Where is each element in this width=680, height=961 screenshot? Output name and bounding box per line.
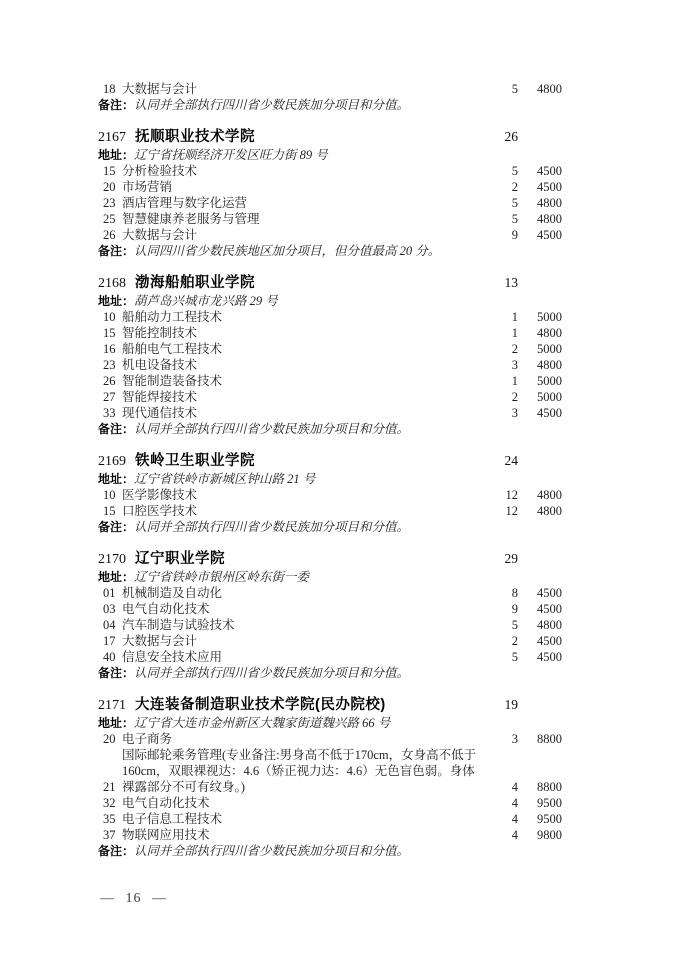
college-code: 2170 [98,552,126,567]
note-line [98,421,562,437]
major-tuition-fee: 4800 [537,618,562,632]
major-number: 27 [103,390,116,404]
note-label: 备注： [98,98,135,112]
major-row [98,633,562,649]
major-plan-count: 2 [511,342,518,356]
major-name: 大数据与会计 [122,82,198,96]
major-plan-count: 3 [511,406,518,420]
major-tuition-fee: 8800 [537,732,562,746]
major-number: 40 [103,650,116,664]
college-name: 大连装备制造职业技术学院(民办院校) [135,697,386,713]
major-plan-count: 4 [511,780,518,794]
major-row [98,211,562,227]
address-line [98,471,562,487]
major-row [98,747,562,795]
major-row [98,617,562,633]
major-tuition-fee: 4500 [537,164,562,178]
college-code: 2171 [98,698,126,713]
major-plan-count: 5 [511,196,518,210]
major-tuition-fee: 9800 [537,828,562,842]
college-name: 抚顺职业技术学院 [135,129,255,145]
note-label: 备注： [98,422,135,436]
major-name: 船舶动力工程技术 [122,310,223,324]
college-section [98,549,562,681]
major-name: 国际邮轮乘务管理(专业备注:男身高不低于170cm，女身高不低于160cm，双眼裸视达：4.6（矫正视力达：4.6）无色盲色弱。身体裸露部分不可有纹身。) [122,748,477,794]
major-row [98,649,562,665]
college-section [98,273,562,437]
major-plan-count: 9 [511,602,518,616]
major-number: 37 [103,828,116,842]
major-plan-count: 5 [511,212,518,226]
major-plan-count: 5 [511,164,518,178]
major-name: 大数据与会计 [122,228,198,242]
college-section [98,81,562,113]
major-row [98,163,562,179]
major-row [98,827,562,843]
major-plan-count: 9 [511,228,518,242]
major-name: 分析检验技术 [122,164,198,178]
major-plan-count: 12 [505,504,518,518]
major-tuition-fee: 4800 [537,82,562,96]
address-text: 辽宁省大连市金州新区大魏家街道魏兴路 66 号 [134,716,391,730]
major-tuition-fee: 4800 [537,504,562,518]
major-tuition-fee: 5000 [537,310,562,324]
major-name: 物联网应用技术 [122,828,210,842]
note-text: 认同并全部执行四川省少数民族加分项目和分值。 [134,666,410,680]
major-row [98,341,562,357]
major-tuition-fee: 9500 [537,796,562,810]
major-number: 15 [103,326,116,340]
major-number: 04 [103,618,116,632]
major-row [98,731,562,747]
major-tuition-fee: 4500 [537,602,562,616]
note-text: 认同四川省少数民族地区加分项目，但分值最高 20 分。 [134,244,441,258]
address-text: 葫芦岛兴城市龙兴路 29 号 [134,294,278,308]
major-row [98,487,562,503]
college-section [98,695,562,859]
major-list [98,585,562,665]
major-name: 酒店管理与数字化运营 [122,196,248,210]
note-text: 认同并全部执行四川省少数民族加分项目和分值。 [134,844,410,858]
major-row [98,179,562,195]
major-row [98,309,562,325]
major-name: 智能焊接技术 [122,390,198,404]
major-name: 电气自动化技术 [122,602,210,616]
note-label: 备注： [98,244,135,258]
major-tuition-fee: 4800 [537,196,562,210]
address-text: 辽宁省铁岭市银州区岭东街一委 [134,570,310,584]
major-row [98,503,562,519]
college-code: 2168 [98,276,126,291]
address-line [98,715,562,731]
major-plan-count: 4 [511,812,518,826]
major-tuition-fee: 5000 [537,342,562,356]
major-name: 船舶电气工程技术 [122,342,223,356]
major-tuition-fee: 8800 [537,780,562,794]
major-number: 26 [103,228,116,242]
major-list [98,487,562,519]
major-number: 33 [103,406,116,420]
major-row [98,811,562,827]
note-line [98,519,562,535]
note-label: 备注： [98,844,135,858]
note-line [98,665,562,681]
major-number: 26 [103,374,116,388]
address-text: 辽宁省抚顺经济开发区旺力街 89 号 [134,148,328,162]
major-row [98,795,562,811]
college-header [98,549,562,569]
college-total-count: 29 [504,551,518,566]
address-label: 地址： [98,570,135,584]
major-name: 智慧健康养老服务与管理 [122,212,260,226]
major-name: 现代通信技术 [122,406,198,420]
address-line [98,147,562,163]
college-header [98,273,562,293]
major-list [98,731,562,843]
address-label: 地址： [98,294,135,308]
major-number: 35 [103,812,116,826]
major-plan-count: 3 [511,358,518,372]
major-row [98,195,562,211]
college-code: 2169 [98,454,126,469]
major-tuition-fee: 5000 [537,390,562,404]
major-number: 16 [103,342,116,356]
major-name: 医学影像技术 [122,488,198,502]
major-list [98,163,562,243]
address-label: 地址： [98,716,135,730]
major-tuition-fee: 4800 [537,326,562,340]
major-row [98,585,562,601]
major-plan-count: 5 [511,650,518,664]
major-tuition-fee: 4500 [537,406,562,420]
college-code: 2167 [98,130,126,145]
document-content [98,81,562,859]
major-number: 01 [103,586,116,600]
major-tuition-fee: 4500 [537,228,562,242]
major-number: 15 [103,504,116,518]
major-number: 10 [103,488,116,502]
major-tuition-fee: 4800 [537,212,562,226]
major-number: 21 [103,780,116,794]
major-row [98,81,562,97]
major-number: 25 [103,212,116,226]
major-tuition-fee: 4800 [537,358,562,372]
major-plan-count: 2 [511,390,518,404]
major-name: 大数据与会计 [122,634,198,648]
major-tuition-fee: 9500 [537,812,562,826]
major-number: 18 [103,82,116,96]
major-list [98,81,562,97]
college-name: 渤海船舶职业学院 [135,275,255,291]
major-name: 电子商务 [122,732,173,746]
major-name: 智能制造装备技术 [122,374,223,388]
major-name: 电子信息工程技术 [122,812,223,826]
address-text: 辽宁省铁岭市新城区钟山路 21 号 [134,472,316,486]
major-plan-count: 3 [511,732,518,746]
major-name: 机电设备技术 [122,358,198,372]
major-plan-count: 4 [511,828,518,842]
major-name: 电气自动化技术 [122,796,210,810]
college-name: 辽宁职业学院 [135,551,225,567]
address-line [98,569,562,585]
college-total-count: 13 [504,275,518,290]
major-plan-count: 1 [511,310,518,324]
major-number: 10 [103,310,116,324]
page-number-footer: — 16 — [100,891,167,906]
major-name: 机械制造及自动化 [122,586,223,600]
college-header [98,451,562,471]
major-tuition-fee: 4500 [537,586,562,600]
major-tuition-fee: 5000 [537,374,562,388]
major-name: 市场营销 [122,180,173,194]
major-plan-count: 5 [511,82,518,96]
major-tuition-fee: 4500 [537,650,562,664]
major-number: 23 [103,358,116,372]
college-total-count: 19 [504,697,518,712]
note-text: 认同并全部执行四川省少数民族加分项目和分值。 [134,98,410,112]
note-text: 认同并全部执行四川省少数民族加分项目和分值。 [134,520,410,534]
major-plan-count: 8 [511,586,518,600]
major-tuition-fee: 4500 [537,634,562,648]
major-number: 20 [103,732,116,746]
college-header [98,127,562,147]
major-plan-count: 1 [511,326,518,340]
major-row [98,227,562,243]
major-row [98,389,562,405]
college-total-count: 26 [504,129,518,144]
address-line [98,293,562,309]
major-number: 20 [103,180,116,194]
major-name: 智能控制技术 [122,326,198,340]
major-plan-count: 1 [511,374,518,388]
major-name: 汽车制造与试验技术 [122,618,235,632]
major-row [98,325,562,341]
major-name: 口腔医学技术 [122,504,198,518]
address-label: 地址： [98,148,135,162]
major-tuition-fee: 4500 [537,180,562,194]
college-section [98,451,562,535]
major-plan-count: 2 [511,634,518,648]
college-header [98,695,562,715]
major-plan-count: 5 [511,618,518,632]
major-list [98,309,562,421]
college-name: 铁岭卫生职业学院 [135,453,255,469]
major-number: 23 [103,196,116,210]
major-plan-count: 2 [511,180,518,194]
college-section [98,127,562,259]
note-line [98,243,562,259]
note-text: 认同并全部执行四川省少数民族加分项目和分值。 [134,422,410,436]
major-name: 信息安全技术应用 [122,650,223,664]
major-number: 03 [103,602,116,616]
note-label: 备注： [98,520,135,534]
major-number: 17 [103,634,116,648]
major-tuition-fee: 4800 [537,488,562,502]
major-number: 15 [103,164,116,178]
note-line [98,843,562,859]
major-row [98,373,562,389]
note-line [98,97,562,113]
major-plan-count: 4 [511,796,518,810]
major-plan-count: 12 [505,488,518,502]
major-row [98,405,562,421]
major-row [98,357,562,373]
note-label: 备注： [98,666,135,680]
address-label: 地址： [98,472,135,486]
college-total-count: 24 [504,453,518,468]
major-number: 32 [103,796,116,810]
major-row [98,601,562,617]
